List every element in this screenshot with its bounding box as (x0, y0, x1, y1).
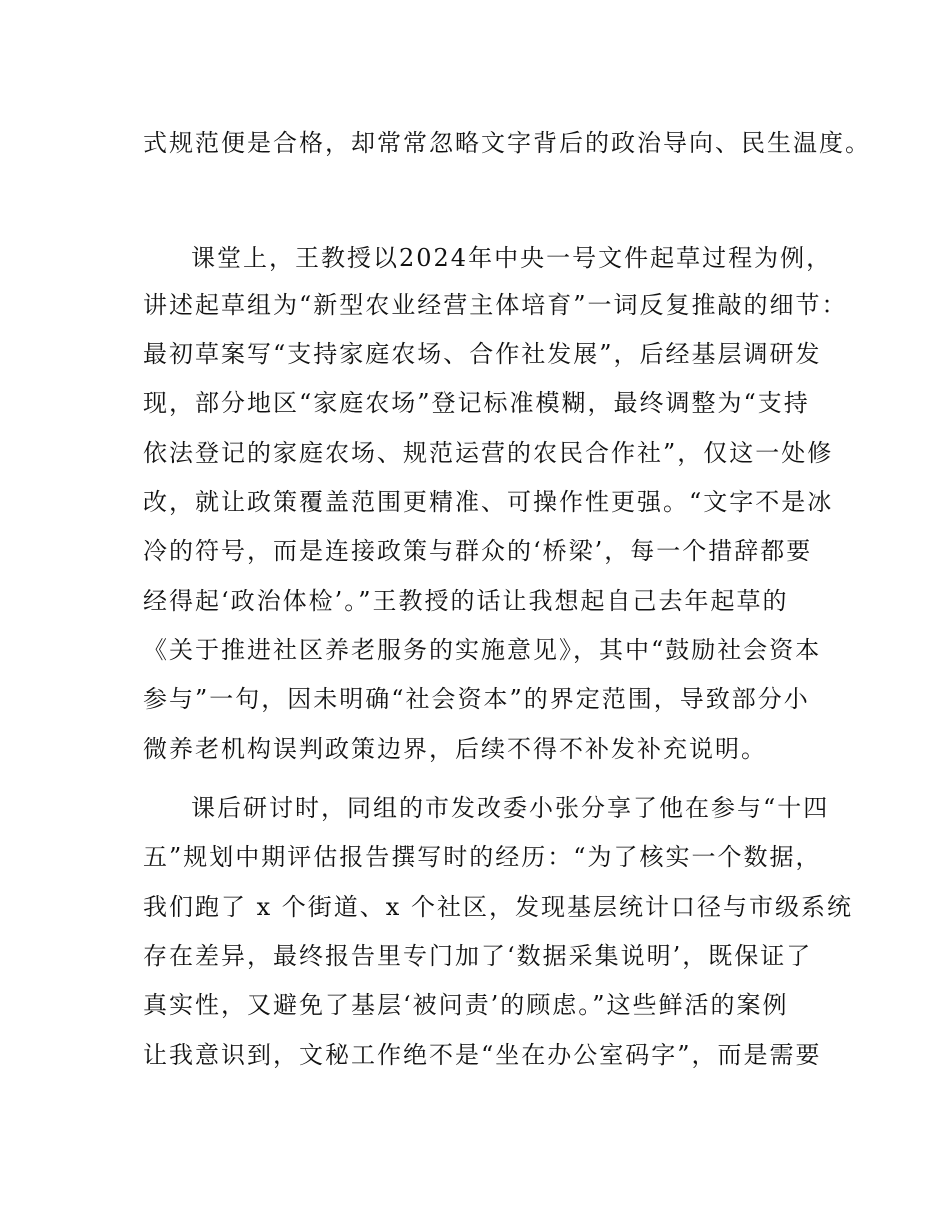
text-line: 存在差异，最终报告里专门加了‘数据采集说明’，既保证了 (143, 942, 813, 970)
text-line: 经得起‘政治体检’。”王教授的话让我想起自己去年起草的 (143, 587, 789, 615)
text-line: 让我意识到，文秘工作绝不是“坐在办公室码字”，而是需要 (143, 1041, 822, 1069)
text-line: 《关于推进社区养老服务的实施意见》，其中“鼓励社会资本 (143, 636, 822, 664)
text-line: 冷的符号，而是连接政策与群众的‘桥梁’，每一个措辞都要 (143, 537, 813, 565)
text-line: 改，就让政策覆盖范围更精准、可操作性更强。“文字不是冰 (143, 488, 834, 516)
text-line: 式规范便是合格，却常常忽略文字背后的政治导向、民生温度。 (143, 129, 871, 157)
text-line: 依法登记的家庭农场、规范运营的农民合作社”，仅这一处修 (143, 439, 834, 467)
text-line: 讲述起草组为“新型农业经营主体培育”一词反复推敲的细节： (143, 291, 848, 319)
text-line: 真实性，又避免了基层‘被问责’的顾虑。”这些鲜活的案例 (143, 991, 789, 1019)
text-line: 最初草案写“支持家庭农场、合作社发展”，后经基层调研发 (143, 340, 822, 368)
text-line: 我们跑了 x 个街道、x 个社区，发现基层统计口径与市级系统 (143, 893, 853, 921)
paragraph-first-line: 课堂上，王教授以2024年中央一号文件起草过程为例， (191, 244, 833, 272)
text-line: 现，部分地区“家庭农场”登记标准模糊，最终调整为“支持 (143, 389, 810, 417)
paragraph-first-line: 课后研讨时，同组的市发改委小张分享了他在参与“十四 (191, 794, 830, 822)
text-line: 参与”一句，因未明确“社会资本”的界定范围，导致部分小 (143, 685, 810, 713)
text-line: 微养老机构误判政策边界，后续不得不补发补充说明。 (143, 735, 767, 763)
text-line: 五”规划中期评估报告撰写时的经历：“为了核实一个数据， (143, 843, 822, 871)
